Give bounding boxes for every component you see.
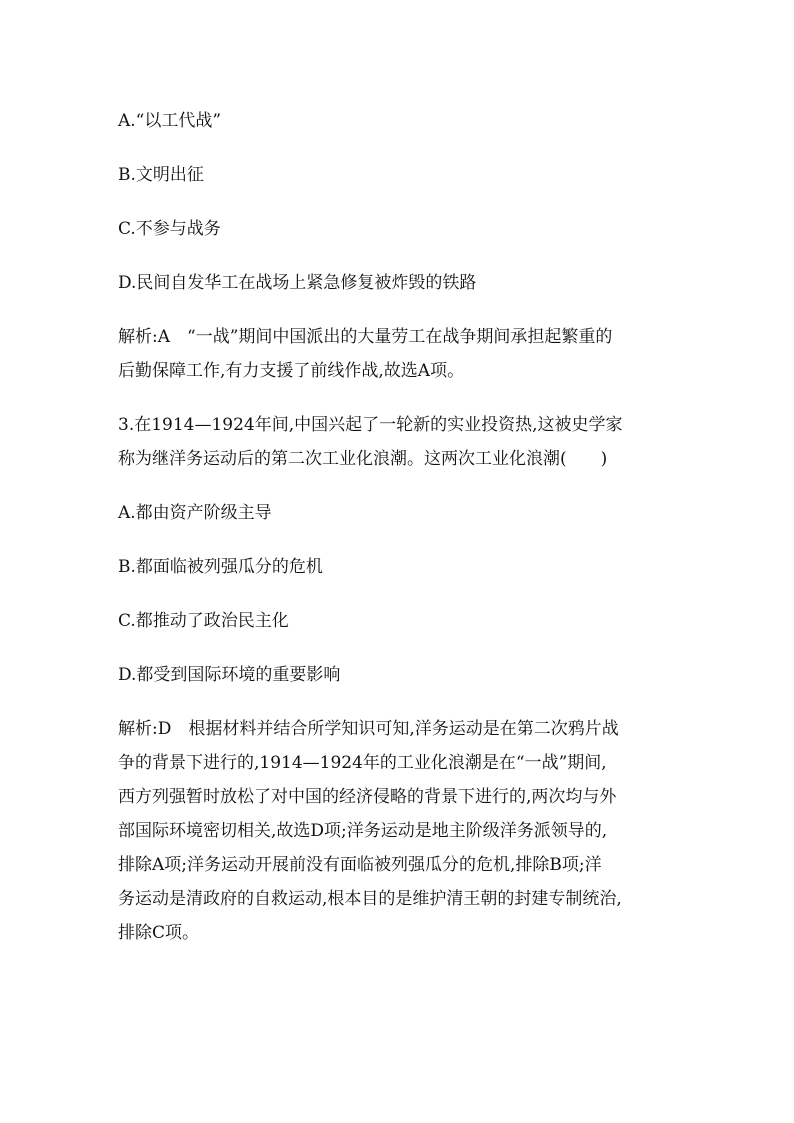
q3-option-b: B.都面临被列强瓜分的危机 xyxy=(118,557,323,577)
q2-analysis-line-2: 后勤保障工作,有力支援了前线作战,故选A项。 xyxy=(118,361,465,381)
q3-option-c: C.都推动了政治民主化 xyxy=(118,611,289,631)
q3-stem-line-2: 称为继洋务运动后的第二次工业化浪潮。这两次工业化浪潮( ) xyxy=(118,449,608,469)
q2-option-a: A.“以工代战” xyxy=(118,111,222,131)
q3-analysis-line-4: 部国际环境密切相关,故选D项;洋务运动是地主阶级洋务派领导的, xyxy=(118,821,608,841)
q3-option-d: D.都受到国际环境的重要影响 xyxy=(118,665,341,685)
q2-option-c: C.不参与战务 xyxy=(118,219,221,239)
q2-option-b: B.文明出征 xyxy=(118,165,204,185)
q2-option-d: D.民间自发华工在战场上紧急修复被炸毁的铁路 xyxy=(118,273,477,293)
q3-option-a: A.都由资产阶级主导 xyxy=(118,503,272,523)
q3-analysis-line-7: 排除C项。 xyxy=(118,923,200,943)
q3-analysis-line-6: 务运动是清政府的自救运动,根本目的是维护清王朝的封建专制统治, xyxy=(118,889,622,909)
document-page xyxy=(118,104,683,950)
q2-analysis-line-1: 解析:A “一战”期间中国派出的大量劳工在战争期间承担起繁重的 xyxy=(118,327,613,347)
q3-analysis-line-5: 排除A项;洋务运动开展前没有面临被列强瓜分的危机,排除B项;洋 xyxy=(118,855,602,875)
q3-analysis-line-3: 西方列强暂时放松了对中国的经济侵略的背景下进行的,两次均与外 xyxy=(118,787,617,807)
q3-stem-line-1: 3.在1914—1924年间,中国兴起了一轮新的实业投资热,这被史学家 xyxy=(118,415,623,435)
q3-analysis-line-2: 争的背景下进行的,1914—1924年的工业化浪潮是在“一战”期间, xyxy=(118,753,607,773)
q3-analysis-line-1: 解析:D 根据材料并结合所学知识可知,洋务运动是在第二次鸦片战 xyxy=(118,719,619,739)
